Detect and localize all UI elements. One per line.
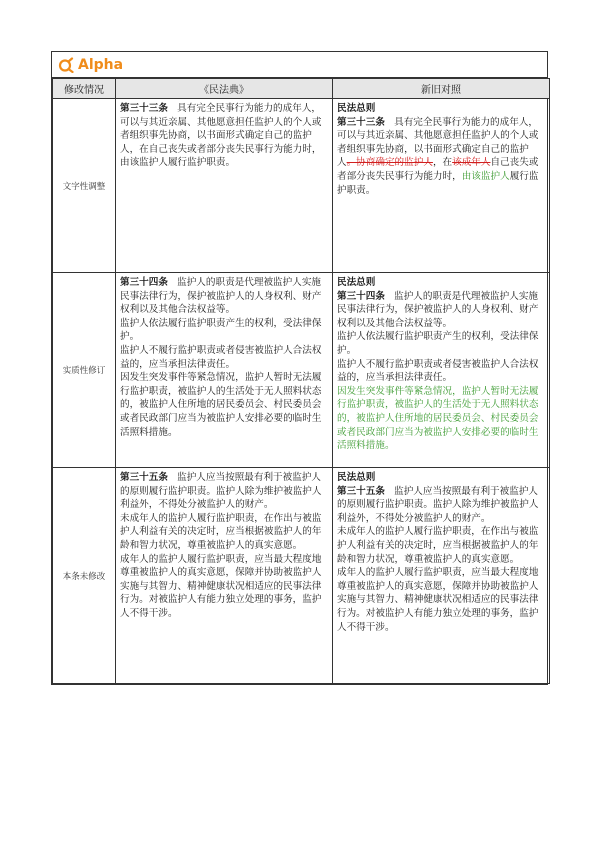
- article-text: 监护人的职责是代理被监护人实施民事法律行为，保护被监护人的人身权利、财产权利以及其他合法权益等。: [120, 277, 322, 316]
- unchanged-text: 监护人应当按照最有利于被监护人的原则履行监护职责。监护人除为维护被监护人利益外，不得处分被监护人的财产。: [337, 485, 539, 524]
- article-paragraph: 监护人不履行监护职责或者侵害被监护人合法权益的，应当承担法律责任。: [337, 358, 539, 384]
- article-text: 监护人应当按照最有利于被监护人的原则履行监护职责。监护人除为维护被监护人利益外，不得处分被监护人的财产。: [120, 472, 322, 511]
- comparison-cell: [333, 99, 550, 273]
- article-paragraph: 未成年人的监护人履行监护职责，在作出与被监护人利益有关的决定时，应当根据被监护人的年龄和智力状况，尊重被监护人的真实意愿。: [120, 512, 322, 551]
- article-text: 具有完全民事行为能力的成年人，可以与其近亲属、其他愿意担任监护人的个人或者组织事先协商，以书面形式确定自己的监护人，在自己丧失或者部分丧失民事行为能力时，由该监护人履行监护职责。: [120, 103, 322, 169]
- source-law-header: 民法总则: [337, 277, 376, 288]
- brand-name: Alpha: [78, 56, 124, 73]
- article-paragraph: [337, 116, 545, 198]
- article-paragraph: [120, 102, 328, 170]
- article-paragraph: [120, 471, 328, 512]
- article-paragraph: 监护人不履行监护职责或者侵害被监护人合法权益的，应当承担法律责任。: [120, 344, 322, 370]
- article-number: 第三十四条: [120, 277, 168, 288]
- comparison-cell: [333, 273, 550, 468]
- article-paragraph: 监护人依法履行监护职责产生的权利，受法律保护。: [120, 317, 322, 343]
- column-header-comparison: 新旧对照: [333, 79, 550, 99]
- civil-code-cell: [116, 468, 333, 684]
- table-header-row: [53, 79, 550, 99]
- change-type-label: 本条未修改: [53, 468, 116, 684]
- article-paragraph: 监护人依法履行监护职责产生的权利，受法律保护。: [337, 331, 539, 356]
- article-paragraph: [337, 485, 545, 526]
- change-type-label: 实质性修订: [53, 273, 116, 468]
- table-row: [53, 273, 550, 468]
- alpha-logo-icon: [58, 57, 74, 73]
- comparison-document: [51, 51, 548, 685]
- article-paragraph: 成年人的监护人履行监护职责，应当最大程度地尊重被监护人的真实意愿，保障并协助被监护人实施与其智力、精神健康状况相适应的民事法律行为。对被监护人有能力独立处理的事务，监护人不得干涉。: [120, 553, 322, 619]
- article-paragraph: 未成年人的监护人履行监护职责，在作出与被监护人利益有关的决定时，应当根据被监护人的年龄和智力状况，尊重被监护人的真实意愿。: [337, 526, 539, 565]
- unchanged-text: 具有完全民事行为能力的成年人，可以与其近亲属、其他愿意担任监护人的个人或者组织事先协商，以书面形式确定自己的监护人: [337, 116, 539, 169]
- source-law-header: 民法总则: [337, 103, 376, 114]
- table-row: [53, 99, 550, 273]
- civil-code-cell: [116, 273, 333, 468]
- deleted-text: 该成年人: [452, 157, 491, 169]
- comparison-table: [52, 78, 550, 684]
- article-paragraph: [120, 276, 328, 317]
- article-number: 第三十三条: [337, 116, 385, 128]
- article-paragraph: 因发生突发事件等紧急情况，监护人暂时无法履行监护职责，被监护人的生活处于无人照料状态的，被监护人住所地的居民委员会、村民委员会或者民政部门应当为被监护人安排必要的临时生活照料措施。: [120, 372, 322, 438]
- added-paragraph: 因发生突发事件等紧急情况，监护人暂时无法履行监护职责，被监护人的生活处于无人照料状态的，被监护人住所地的居民委员会、村民委员会或者民政部门应当为被监护人安排必要的临时生活照料措施。: [337, 385, 539, 452]
- brand-bar: [52, 52, 547, 78]
- change-type-label: 文字性调整: [53, 99, 116, 273]
- added-text: 由该监护人: [461, 170, 510, 182]
- article-number: 第三十四条: [337, 290, 385, 302]
- article-paragraph: [337, 290, 545, 331]
- table-row: [53, 468, 550, 684]
- deleted-text: 。协商确定的监护人: [346, 157, 433, 169]
- unchanged-text: 履行监护职责。: [337, 170, 539, 196]
- unchanged-text: ，在: [432, 157, 453, 169]
- comparison-cell: [333, 468, 550, 684]
- article-number: 第三十五条: [337, 485, 385, 497]
- article-paragraph: 成年人的监护人履行监护职责，应当最大程度地尊重被监护人的真实意愿，保障并协助被监护人实施与其智力、精神健康状况相适应的民事法律行为。对被监护人有能力独立处理的事务，监护人不得干涉。: [337, 567, 539, 633]
- unchanged-text: 监护人的职责是代理被监护人实施民事法律行为，保护被监护人的人身权利、财产权利以及其他合法权益等。: [337, 290, 539, 329]
- column-header-civil-code: 《民法典》: [116, 79, 333, 99]
- column-header-change-type: 修改情况: [53, 79, 116, 99]
- brand-logo: [58, 57, 123, 73]
- unchanged-text: 自己丧失或者部分丧失民事行为能力时，: [337, 157, 539, 182]
- civil-code-cell: [116, 99, 333, 273]
- article-number: 第三十五条: [120, 472, 168, 483]
- article-number: 第三十三条: [120, 103, 168, 114]
- source-law-header: 民法总则: [337, 472, 376, 483]
